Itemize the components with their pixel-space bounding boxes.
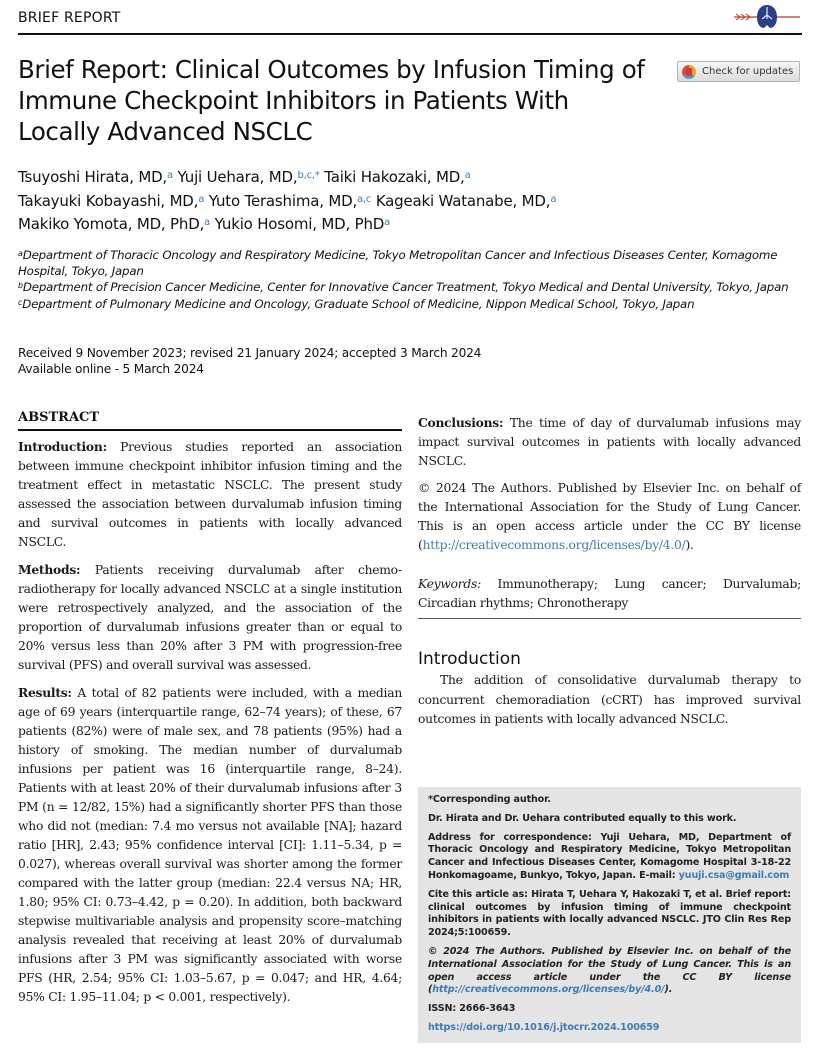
crossmark-icon bbox=[682, 65, 696, 79]
issn: ISSN: 2666-3643 bbox=[428, 1003, 516, 1015]
author: Tsuyoshi Hirata, MD,$^a$ bbox=[18, 168, 173, 186]
introduction-heading: Introduction bbox=[418, 649, 521, 669]
date-online: Available online - 5 March 2024 bbox=[18, 361, 204, 376]
date-history: Received 9 November 2023; revised 21 January 2024; accepted 3 March 2024 bbox=[18, 346, 482, 360]
author-list bbox=[18, 166, 798, 237]
affiliation-ref[interactable]: a bbox=[384, 217, 391, 228]
author: Taiki Hakozaki, MD,$^a$ bbox=[324, 168, 471, 186]
affiliation-list bbox=[18, 247, 808, 312]
abstract-results: Results: A total of 82 patients were included, with a median age of 69 years (interquartile range, 62–74 years); of these, 67 patients (82%) were of male sex, and 78 patients (95%) had a history of smoking. The median number of durvalumab infusions per patient was 16 (interquartile range, 8–24). Patients with at least 20% of their durvalumab infusions after 3 PM (n = 12/82, 15%) had a significantly shorter PFS than those who did not (median: 7.4 mo versus not available [NA]; hazard ratio [HR], 2.43; 95% confidence interval [CI]: 1.11–5.34, p = 0.027), whereas overall survival was shorter among the former compared with the latter group (median: 22.4 versus NA; HR, 1.80; 95% CI: 0.73–4.42, p = 0.20). In addition, both backward stepwise multivariable analysis and propensity score–matching analysis revealed that receiving at least 20% of durvalumab infusions after 3 PM was significantly associated with worse PFS (HR, 2.54; 95% CI: 1.03–5.67, p = 0.047; and HR, 4.64; 95% CI: 1.95–11.04; p < 0.001, respectively). bbox=[18, 685, 402, 1004]
footnote-box bbox=[418, 787, 801, 1043]
introduction-text: The addition of consolidative durvalumab therapy to concurrent chemoradiation (cCRT) has improved survival outcomes in patients with locally advanced NSCLC. bbox=[418, 673, 801, 726]
check-for-updates-button[interactable] bbox=[677, 61, 800, 82]
keywords: Keywords: Immunotherapy; Lung cancer; Durvalumab; Circadian rhythms; Chronotherapy bbox=[418, 575, 801, 619]
affiliation-ref[interactable]: a bbox=[204, 217, 211, 228]
abstract-introduction: Introduction: Previous studies reported an association between immune checkpoint inhibitor infusion timing and the treatment effect in metastatic NSCLC. The present study assessed the association between durvalumab infusion timing and survival outcomes in patients with locally advanced NSCLC. bbox=[18, 439, 402, 549]
affiliation-ref[interactable]: a bbox=[198, 193, 205, 205]
equal-contribution-note: Dr. Hirata and Dr. Uehara contributed equally to this work. bbox=[428, 812, 737, 824]
author: Yuto Terashima, MD,$^{a,c}$ bbox=[208, 191, 372, 210]
article-dates bbox=[18, 346, 718, 377]
affiliation: $^b$Department of Precision Cancer Medicine, Center for Innovative Cancer Treatment, Tokyo Medical and Dental University, Tokyo, Japan bbox=[18, 280, 789, 295]
journal-lung-logo-icon bbox=[732, 2, 802, 32]
affiliation-ref[interactable]: a bbox=[167, 170, 173, 181]
license-link[interactable]: http://creativecommons.org/licenses/by/4.0/ bbox=[422, 538, 686, 552]
corresponding-note: *Corresponding author. bbox=[428, 794, 551, 805]
article-title: Brief Report: Clinical Outcomes by Infusion Timing of Immune Checkpoint Inhibitors in Patients With Locally Advanced NSCLC bbox=[18, 55, 645, 146]
abstract-copyright: © 2024 The Authors. Published by Elsevier Inc. on behalf of the International Association for the Study of Lung Cancer. This is an open access article under the CC BY license (http://creativecommons.org/licenses/by/4.0/). bbox=[418, 481, 801, 552]
citation-note: Cite this article as: Hirata T, Uehara Y, Hakozaki T, et al. Brief report: clinical outcomes by infusion timing of immune checkpoint inhibitors in patients with locally advanced NSCLC. JTO Clin Res Rep 2024;5:100659. bbox=[428, 888, 791, 939]
abstract-heading: ABSTRACT bbox=[18, 410, 402, 431]
affiliation-ref[interactable]: a bbox=[550, 193, 557, 205]
correspondence-address: Address for correspondence: Yuji Uehara, MD, Department of Thoracic Oncology and Respiratory Medicine, Tokyo Metropolitan Cancer and Infectious Diseases Center, Komagome Hospital 3-18-22 Honkomagoame, Bunkyo, Tokyo, Japan. E-mail: yuuji.csa@gmail.com bbox=[428, 831, 791, 881]
doi-note bbox=[428, 1022, 791, 1035]
abstract-right-column bbox=[418, 413, 801, 730]
affiliation: $^a$Department of Thoracic Oncology and Respiratory Medicine, Tokyo Metropolitan Cancer and Infectious Diseases Center, Komagome Hospital, Tokyo, Japan bbox=[18, 248, 778, 279]
section-tag: BRIEF REPORT bbox=[18, 10, 121, 26]
abstract-methods: Methods: Patients receiving durvalumab after chemoradiotherapy for locally advanced NSCLC at a single institution were retrospectively analyzed, and the association of the proportion of durvalumab infusions greater than or equal to 20% versus less than 20% after 3 PM with progression-free survival (PFS) and overall survival was assessed. bbox=[18, 562, 402, 672]
affiliation: $^c$Department of Pulmonary Medicine and Oncology, Graduate School of Medicine, Nippon Medical School, Tokyo, Japan bbox=[18, 296, 695, 311]
header-rule bbox=[18, 33, 802, 35]
affiliation-ref[interactable]: a bbox=[464, 170, 471, 181]
abstract-conclusions: Conclusions: The time of day of durvalumab infusions may impact survival outcomes in patients with locally advanced NSCLC. bbox=[418, 415, 801, 468]
check-for-updates-label: Check for updates bbox=[702, 66, 794, 77]
doi-link[interactable]: https://doi.org/10.1016/j.jtocrr.2024.100659 bbox=[428, 1021, 660, 1033]
abstract-left-column bbox=[18, 410, 402, 1015]
affiliation-ref[interactable]: b,c,* bbox=[297, 170, 320, 181]
affiliation-ref[interactable]: a,c bbox=[357, 193, 372, 205]
author: Takayuki Kobayashi, MD,$^a$ bbox=[18, 191, 205, 210]
author: Yukio Hosomi, MD, PhD$^a$ bbox=[214, 215, 391, 233]
footnote-license-link[interactable]: http://creativecommons.org/licenses/by/4.0/ bbox=[432, 984, 665, 996]
email-link[interactable]: yuuji.csa@gmail.com bbox=[678, 869, 790, 881]
footnote-copyright: © 2024 The Authors. Published by Elsevier Inc. on behalf of the International Association for the Study of Lung Cancer. This is an open access article under the CC BY license (http://creativecommons.org/licenses/by/4.0/). bbox=[428, 945, 791, 996]
author: Yuji Uehara, MD,$^{b,c,*}$ bbox=[177, 168, 320, 186]
author: Makiko Yomota, MD, PhD,$^a$ bbox=[18, 215, 211, 233]
author: Kageaki Watanabe, MD,$^a$ bbox=[375, 191, 557, 210]
